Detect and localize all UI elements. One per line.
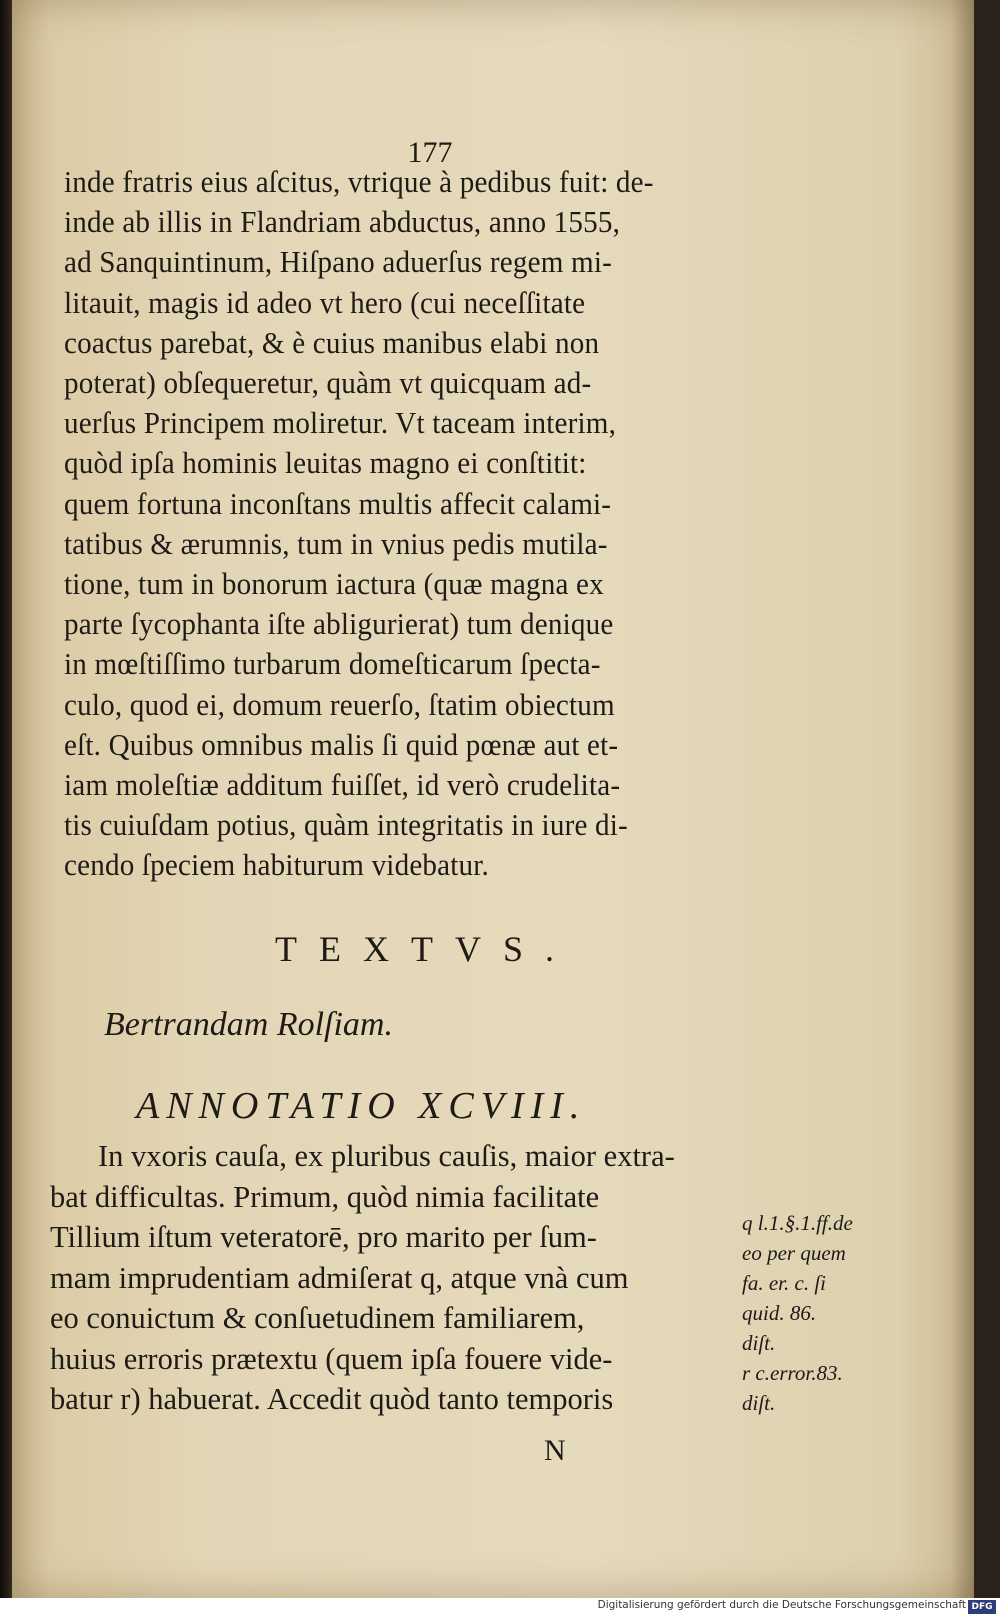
text-line: culo, quod ei, domum reuerſo, ſtatim obiectum [64,687,615,722]
dfg-logo: DFG [968,1600,996,1614]
text-line: parte ſycophanta iſte abligurierat) tum denique [64,607,614,642]
text-line: inde ab illis in Flandriam abductus, anno 1555, [64,205,621,240]
text-line: batur r) habuerat. Accedit quòd tanto temporis [50,1382,614,1416]
text-line: uerſus Principem moliretur. Vt taceam interim, [64,406,617,441]
text-line: eſt. Quibus omnibus malis ſi quid pœnæ aut et- [64,727,619,762]
text-line: iam moleſtiæ additum fuiſſet, id verò crudelita- [64,768,621,803]
text-line: cendo ſpeciem habiturum videbatur. [64,848,490,883]
margin-note-line: r c.error.83. [742,1361,843,1385]
margin-note-line: eo per quem [742,1241,846,1265]
marginal-notes [742,1208,892,1418]
page-number: 177 [407,136,453,169]
margin-note-line: q l.1.§.1.ff.de [742,1211,853,1235]
margin-note-line: quid. 86. [742,1301,817,1325]
page-edge-shadow [950,0,974,1598]
text-line: inde fratris eius aſcitus, vtrique à pedibus fuit: de- [64,165,654,199]
annotation-paragraph [50,1136,740,1420]
text-line: tis cuiuſdam potius, quàm integritatis in iure di- [64,808,628,843]
body-paragraph [64,162,764,886]
margin-note-line: diſt. [742,1331,776,1355]
margin-note-line: diſt. [742,1391,776,1415]
text-line: tione, tum in bonorum iactura (quæ magna ex [64,567,604,602]
text-line: in mœſtiſſimo turbarum domeſticarum ſpecta- [64,647,601,682]
textus-heading: TEXTVS. [275,929,576,969]
annotatio-heading: ANNOTATIO XCVIII. [136,1085,587,1127]
text-line: litauit, magis id adeo vt hero (cui neceſſitate [64,285,586,320]
text-line: ad Sanquintinum, Hiſpano aduerſus regem mi- [64,245,613,280]
quoted-text: Bertrandam Rolſiam. [104,1006,393,1043]
text-line: mam imprudentiam admiſerat q, atque vnà cum [50,1260,629,1295]
text-line: quòd ipſa hominis leuitas magno ei conſtitit: [64,446,587,481]
text-line: quem fortuna inconſtans multis affecit calami- [64,486,612,521]
signature-mark: N [544,1434,566,1467]
margin-note-line: fa. er. c. ſi [742,1271,826,1295]
text-line: coactus parebat, & è cuius manibus elabi non [64,325,600,360]
footer-credit: Digitalisierung gefördert durch die Deutsche Forschungsgemeinschaft [597,1599,966,1611]
text-line: huius erroris prætextu (quem ipſa fouere vide- [50,1341,613,1376]
text-line: poterat) obſequeretur, quàm vt quicquam ad- [64,366,592,401]
text-line: tatibus & ærumnis, tum in vnius pedis mutila- [64,526,608,561]
text-line: Tillium iſtum veteratorē, pro marito per ſum- [50,1220,597,1254]
text-line: eo conuictum & conſuetudinem familiarem, [50,1301,585,1335]
text-line: In vxoris cauſa, ex pluribus cauſis, maior extra- [98,1139,675,1173]
text-line: bat difficultas. Primum, quòd nimia facilitate [50,1179,600,1214]
